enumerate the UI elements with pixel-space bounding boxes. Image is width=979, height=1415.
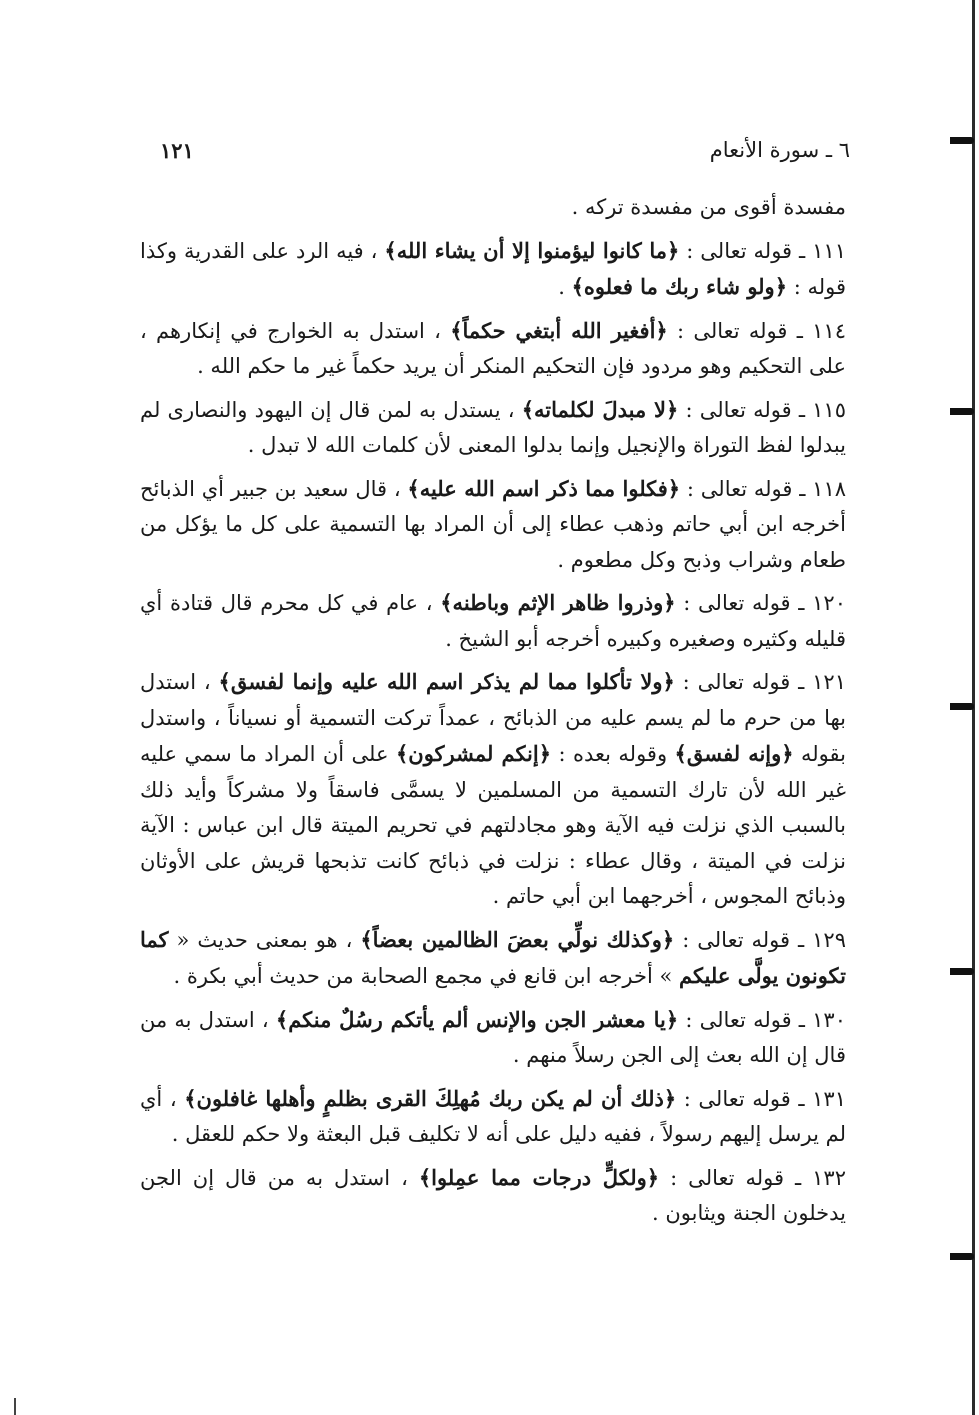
paragraph-text: ، هو بمعنى حديث «: [168, 927, 361, 952]
scan-edge-mark: [950, 408, 974, 415]
quran-verse-quote: ﴿وكذلك نولِّي بعضَ الظالمين بعضاً﴾: [360, 926, 675, 952]
paragraph-text: ١٣٢ ـ قوله تعالى :: [659, 1165, 846, 1190]
quran-verse-quote: ﴿لا مبدلَ لكلماته﴾: [521, 396, 679, 422]
page-header: [160, 138, 850, 178]
commentary-body: [140, 190, 846, 1239]
paragraph-text: ، استدل به من قال إن الجن يدخلون الجنة ويثابون .: [140, 1165, 846, 1225]
quran-verse-quote: ﴿يا معشر الجن والإنس ألم يأتكم رسُلٌ منكم﴾: [275, 1006, 679, 1032]
commentary-paragraph: [140, 1081, 846, 1153]
commentary-paragraph: [140, 664, 846, 915]
commentary-paragraph: [140, 471, 846, 579]
paragraph-text: ، فيه الرد على القدرية وكذا قوله :: [140, 238, 846, 299]
paragraph-text: ١١٨ ـ قوله تعالى :: [680, 476, 847, 501]
quran-verse-quote: ﴿فكلوا مما ذكر اسم الله عليه﴾: [407, 475, 681, 501]
quran-verse-quote: ﴿ولكلٍّ درجات مما عمِلوا﴾: [418, 1164, 660, 1190]
commentary-paragraph: [140, 922, 846, 995]
page-number: ١٢١: [160, 138, 194, 163]
paragraph-text: ، قال سعيد بن جبير أي الذبائح أخرجه ابن أبي حاتم وذهب عطاء إلى أن المراد بها التسمية على كل ما يؤكل من طعام وشراب وذبح وكل مطعوم .: [140, 476, 846, 572]
commentary-paragraph: [140, 1002, 846, 1074]
paragraph-text: على أن المراد ما سمي عليه غير الله لأن تارك التسمية من المسلمين لا يسمَّى فاسقاً ولا مشركاً وأيد ذلك بالسبب الذي نزلت فيه الآية وهو مجادلتهم في تحريم الميتة قال ابن عباس : الآية نزلت في الميتة ، وقال عطاء : نزلت في ذبائح كانت تذبحها قريش على الأوثان وذبائح المجوس ، أخرجهما ابن أبي حاتم .: [140, 742, 846, 908]
paragraph-text: ١٢٩ ـ قوله تعالى :: [674, 927, 846, 952]
paragraph-text: ١٣١ ـ قوله تعالى :: [676, 1086, 846, 1111]
scan-left-tick: [14, 1398, 16, 1415]
scan-edge-mark: [950, 1253, 974, 1260]
commentary-paragraph: [140, 392, 846, 464]
paragraph-text: » أخرجه ابن قانع في مجمع الصحابة من حديث أبي بكرة .: [173, 964, 679, 988]
scan-edge-mark: [950, 968, 974, 975]
commentary-paragraph: [140, 1160, 846, 1232]
paragraph-text: ، استدل به الخوارج في إنكارهم ، على التحكيم وهو مردود فإن التحكيم المنكر أن يريد حكماً غير ما حكم الله .: [140, 318, 846, 378]
quran-verse-quote: ﴿ولا تأكلوا مما لم يذكر اسم الله عليه وإنما لفسق﴾: [218, 669, 675, 694]
paragraph-text: مفسدة أقوى من مفسدة تركه .: [571, 195, 846, 219]
paragraph-text: ، يستدل به لمن قال إن اليهود والنصارى لم يبدلوا لفظ التوراة والإنجيل وإنما بدلوا المعنى لأن كلمات الله لا تبدل .: [140, 397, 846, 457]
quran-verse-quote: كما تكونون يولَّى عليكم: [140, 926, 846, 988]
sura-title: ٦ ـ سورة الأنعام: [709, 138, 850, 162]
paragraph-text: ١١١ ـ قوله تعالى :: [679, 238, 846, 263]
quran-verse-quote: ﴿ما كانوا ليؤمنوا إلا أن يشاء الله﴾: [384, 237, 680, 263]
scan-edge-mark: [950, 703, 974, 710]
quran-verse-quote: ﴿إنكم لمشركون﴾: [395, 741, 552, 766]
commentary-paragraph: [140, 585, 846, 657]
commentary-paragraph: [140, 190, 846, 226]
scan-edge-mark: [950, 137, 974, 144]
paragraph-text: ، استدل بها من حرم ما لم يسم عليه من الذبائح ، عمداً تركت التسمية أو نسياناً ، واستدل بقوله: [140, 670, 846, 766]
commentary-paragraph: [140, 313, 846, 385]
paragraph-text: .: [558, 275, 572, 299]
quran-verse-quote: ﴿ذلك أن لم يكن ربك مُهلِكَ القرى بظلمٍ وأهلها غافلون﴾: [184, 1085, 677, 1111]
paragraph-text: ، استدل به من قال إن الله بعث إلى الجن رسلاً منهم .: [140, 1007, 846, 1067]
paragraph-text: ١٢١ ـ قوله تعالى :: [674, 670, 846, 694]
quran-verse-quote: ﴿أفغير الله أبتغي حكماً﴾: [450, 317, 668, 343]
commentary-paragraph: [140, 233, 846, 306]
paragraph-text: ١١٥ ـ قوله تعالى :: [678, 397, 846, 422]
quran-verse-quote: ﴿وذروا ظاهر الإثم وباطنه﴾: [440, 590, 676, 615]
paragraph-text: وقوله بعده :: [551, 742, 675, 766]
quran-verse-quote: ﴿وإنه لفسق﴾: [674, 741, 794, 766]
paragraph-text: ١٣٠ ـ قوله تعالى :: [678, 1007, 846, 1032]
paragraph-text: ، عام في كل محرم قال قتادة أي قليله وكثيره وصغيره وكبيره أخرجه أبو الشيخ .: [140, 591, 846, 651]
paragraph-text: ١١٤ ـ قوله تعالى :: [667, 318, 846, 343]
paragraph-text: ، أي لم يرسل إليهم رسولاً ، ففيه دليل على أنه لا تكليف قبل البعثة ولا حكم للعقل .: [140, 1086, 846, 1146]
paragraph-text: ١٢٠ ـ قوله تعالى :: [675, 591, 846, 615]
quran-verse-quote: ﴿ولو شاء ربك ما فعلوه﴾: [571, 274, 788, 299]
